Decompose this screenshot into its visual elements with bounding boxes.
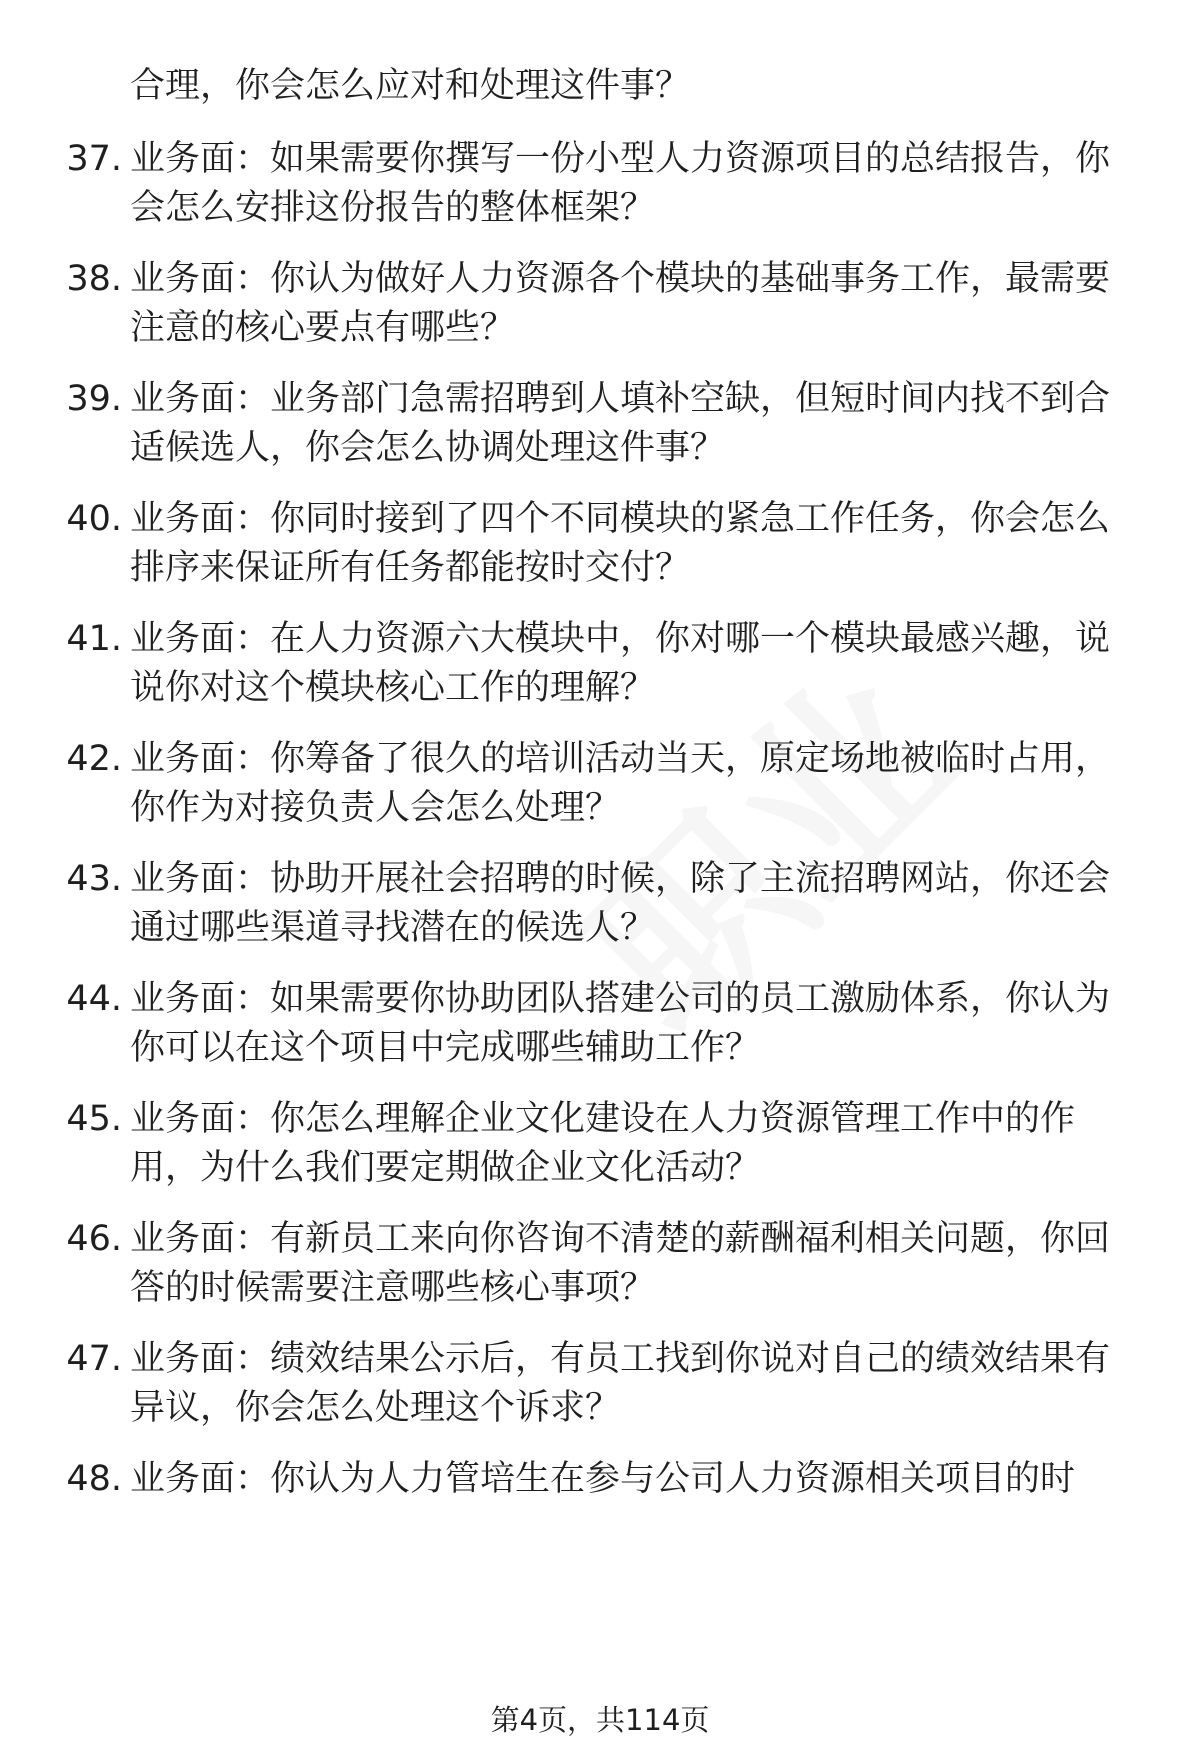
question-number: 45. bbox=[66, 1099, 122, 1139]
question-item bbox=[66, 1335, 1140, 1433]
question-line: 业务面：业务部门急需招聘到人填补空缺，但短时间内找不到合 bbox=[130, 379, 1111, 419]
question-line: 用，为什么我们要定期做企业文化活动？ bbox=[130, 1148, 761, 1188]
question-line: 业务面：绩效结果公示后，有员工找到你说对自己的绩效结果有 bbox=[130, 1339, 1111, 1379]
question-item bbox=[66, 1095, 1140, 1193]
question-line: 业务面：如果需要你撰写一份小型人力资源项目的总结报告，你 bbox=[130, 139, 1111, 179]
question-line: 会怎么安排这份报告的整体框架？ bbox=[130, 188, 656, 228]
question-item bbox=[66, 135, 1140, 233]
question-number: 39. bbox=[66, 379, 122, 419]
question-line: 排序来保证所有任务都能按时交付？ bbox=[130, 548, 691, 588]
question-item bbox=[66, 1455, 1140, 1504]
question-line: 业务面：你同时接到了四个不同模块的紧急工作任务，你会怎么 bbox=[130, 499, 1111, 539]
question-line: 通过哪些渠道寻找潜在的候选人？ bbox=[130, 908, 656, 948]
question-number: 41. bbox=[66, 619, 122, 659]
question-number: 48. bbox=[66, 1459, 122, 1499]
question-line: 业务面：你认为人力管培生在参与公司人力资源相关项目的时 bbox=[130, 1459, 1076, 1499]
question-line: 适候选人，你会怎么协调处理这件事？ bbox=[130, 428, 726, 468]
question-number: 37. bbox=[66, 139, 122, 179]
question-item bbox=[66, 255, 1140, 353]
question-number: 38. bbox=[66, 259, 122, 299]
question-number: 40. bbox=[66, 499, 122, 539]
question-line: 合理，你会怎么应对和处理这件事？ bbox=[130, 66, 691, 106]
question-line: 业务面：如果需要你协助团队搭建公司的员工激励体系，你认为 bbox=[130, 979, 1111, 1019]
question-line: 业务面：你筹备了很久的培训活动当天，原定场地被临时占用， bbox=[130, 739, 1111, 779]
question-number: 43. bbox=[66, 859, 122, 899]
question-line: 注意的核心要点有哪些？ bbox=[130, 308, 516, 348]
question-line: 业务面：有新员工来向你咨询不清楚的薪酬福利相关问题，你回 bbox=[130, 1219, 1111, 1259]
page-footer: 第4页，共114页 bbox=[490, 1703, 710, 1737]
question-line: 你可以在这个项目中完成哪些辅助工作？ bbox=[130, 1028, 761, 1068]
question-line: 答的时候需要注意哪些核心事项？ bbox=[130, 1268, 656, 1308]
question-number: 44. bbox=[66, 979, 122, 1019]
question-item bbox=[66, 1215, 1140, 1313]
question-item bbox=[66, 855, 1140, 953]
question-line: 业务面：你认为做好人力资源各个模块的基础事务工作，最需要 bbox=[130, 259, 1111, 299]
question-line: 说你对这个模块核心工作的理解？ bbox=[130, 668, 656, 708]
continuation-text bbox=[130, 62, 1140, 111]
question-item bbox=[66, 735, 1140, 833]
question-item bbox=[66, 615, 1140, 713]
question-item bbox=[66, 375, 1140, 473]
question-line: 业务面：在人力资源六大模块中，你对哪一个模块最感兴趣，说 bbox=[130, 619, 1111, 659]
question-line: 异议，你会怎么处理这个诉求？ bbox=[130, 1388, 621, 1428]
question-number: 46. bbox=[66, 1219, 122, 1259]
question-line: 业务面：协助开展社会招聘的时候，除了主流招聘网站，你还会 bbox=[130, 859, 1111, 899]
question-number: 47. bbox=[66, 1339, 122, 1379]
question-item bbox=[66, 495, 1140, 593]
question-item bbox=[66, 975, 1140, 1073]
question-line: 你作为对接负责人会怎么处理？ bbox=[130, 788, 621, 828]
question-number: 42. bbox=[66, 739, 122, 779]
question-line: 业务面：你怎么理解企业文化建设在人力资源管理工作中的作 bbox=[130, 1099, 1076, 1139]
